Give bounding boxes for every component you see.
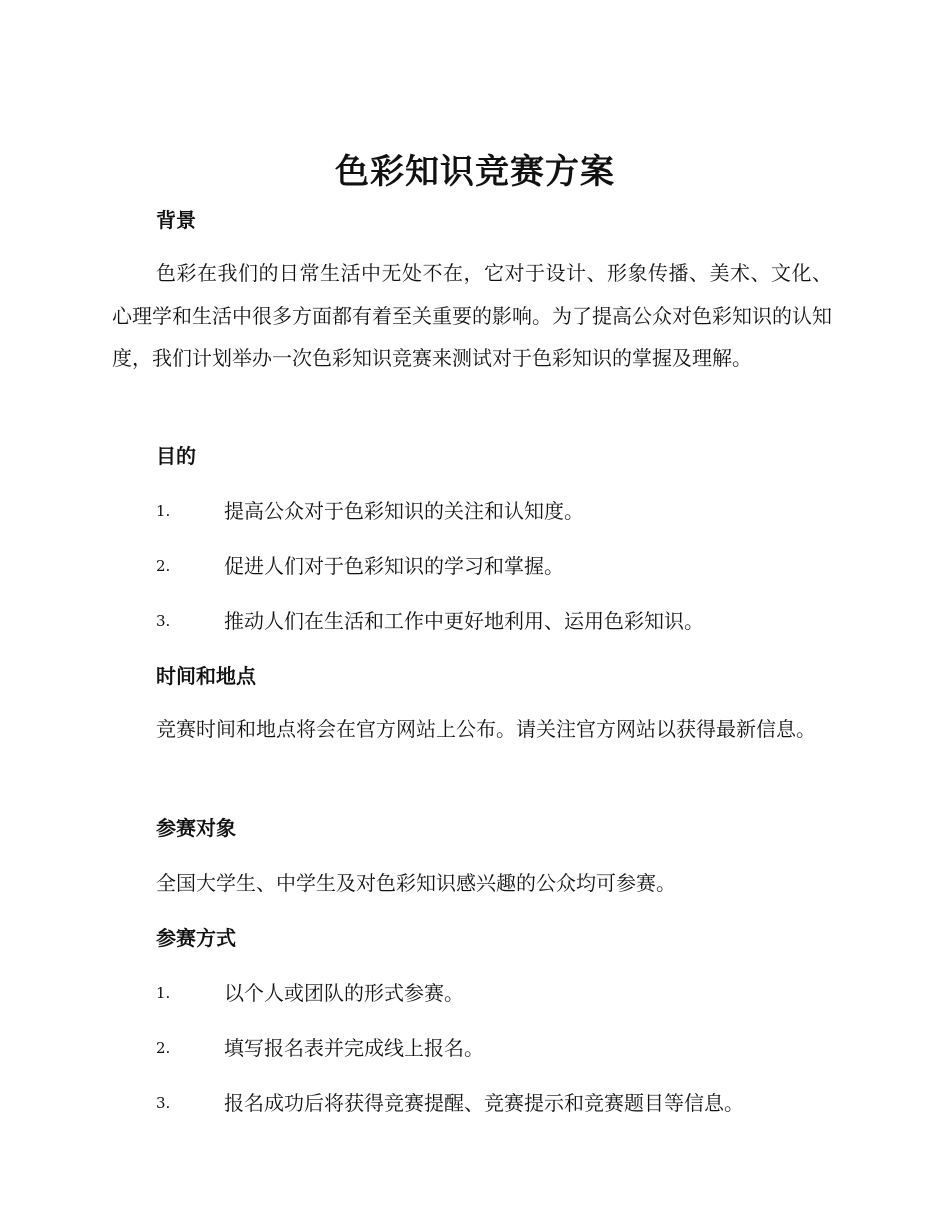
list-number: 3. <box>156 612 171 630</box>
list-item <box>156 552 836 580</box>
background-paragraph: 色彩在我们的日常生活中无处不在，它对于设计、形象传播、美术、文化、心理学和生活中很多方面都有着至关重要的影响。为了提高公众对色彩知识的认知度，我们计划举办一次色彩知识竞赛来测试对于色彩知识的掌握及理解。 <box>112 261 832 370</box>
list-item <box>156 607 836 635</box>
list-text: 推动人们在生活和工作中更好地利用、运用色彩知识。 <box>224 609 704 633</box>
list-item <box>156 1034 836 1062</box>
section-heading-participants: 参赛对象 <box>156 816 236 840</box>
list-item <box>156 497 836 525</box>
list-item <box>156 1089 836 1117</box>
list-text: 促进人们对于色彩知识的学习和掌握。 <box>224 554 564 578</box>
participants-paragraph: 全国大学生、中学生及对色彩知识感兴趣的公众均可参赛。 <box>156 871 676 895</box>
list-text: 报名成功后将获得竞赛提醒、竞赛提示和竞赛题目等信息。 <box>224 1091 744 1115</box>
list-text: 提高公众对于色彩知识的关注和认知度。 <box>224 499 584 523</box>
section-heading-time-place: 时间和地点 <box>156 664 256 688</box>
list-number: 3. <box>156 1094 171 1112</box>
document-title: 色彩知识竞赛方案 <box>335 152 615 192</box>
list-number: 1. <box>156 502 171 520</box>
section-heading-purpose: 目的 <box>156 444 196 468</box>
list-text: 以个人或团队的形式参赛。 <box>224 981 464 1005</box>
list-text: 填写报名表并完成线上报名。 <box>224 1036 484 1060</box>
section-heading-background: 背景 <box>156 208 196 232</box>
list-number: 1. <box>156 984 171 1002</box>
list-item <box>156 979 836 1007</box>
list-number: 2. <box>156 557 171 575</box>
list-number: 2. <box>156 1039 171 1057</box>
section-heading-method: 参赛方式 <box>156 926 236 950</box>
time-place-paragraph: 竞赛时间和地点将会在官方网站上公布。请关注官方网站以获得最新信息。 <box>156 717 816 741</box>
